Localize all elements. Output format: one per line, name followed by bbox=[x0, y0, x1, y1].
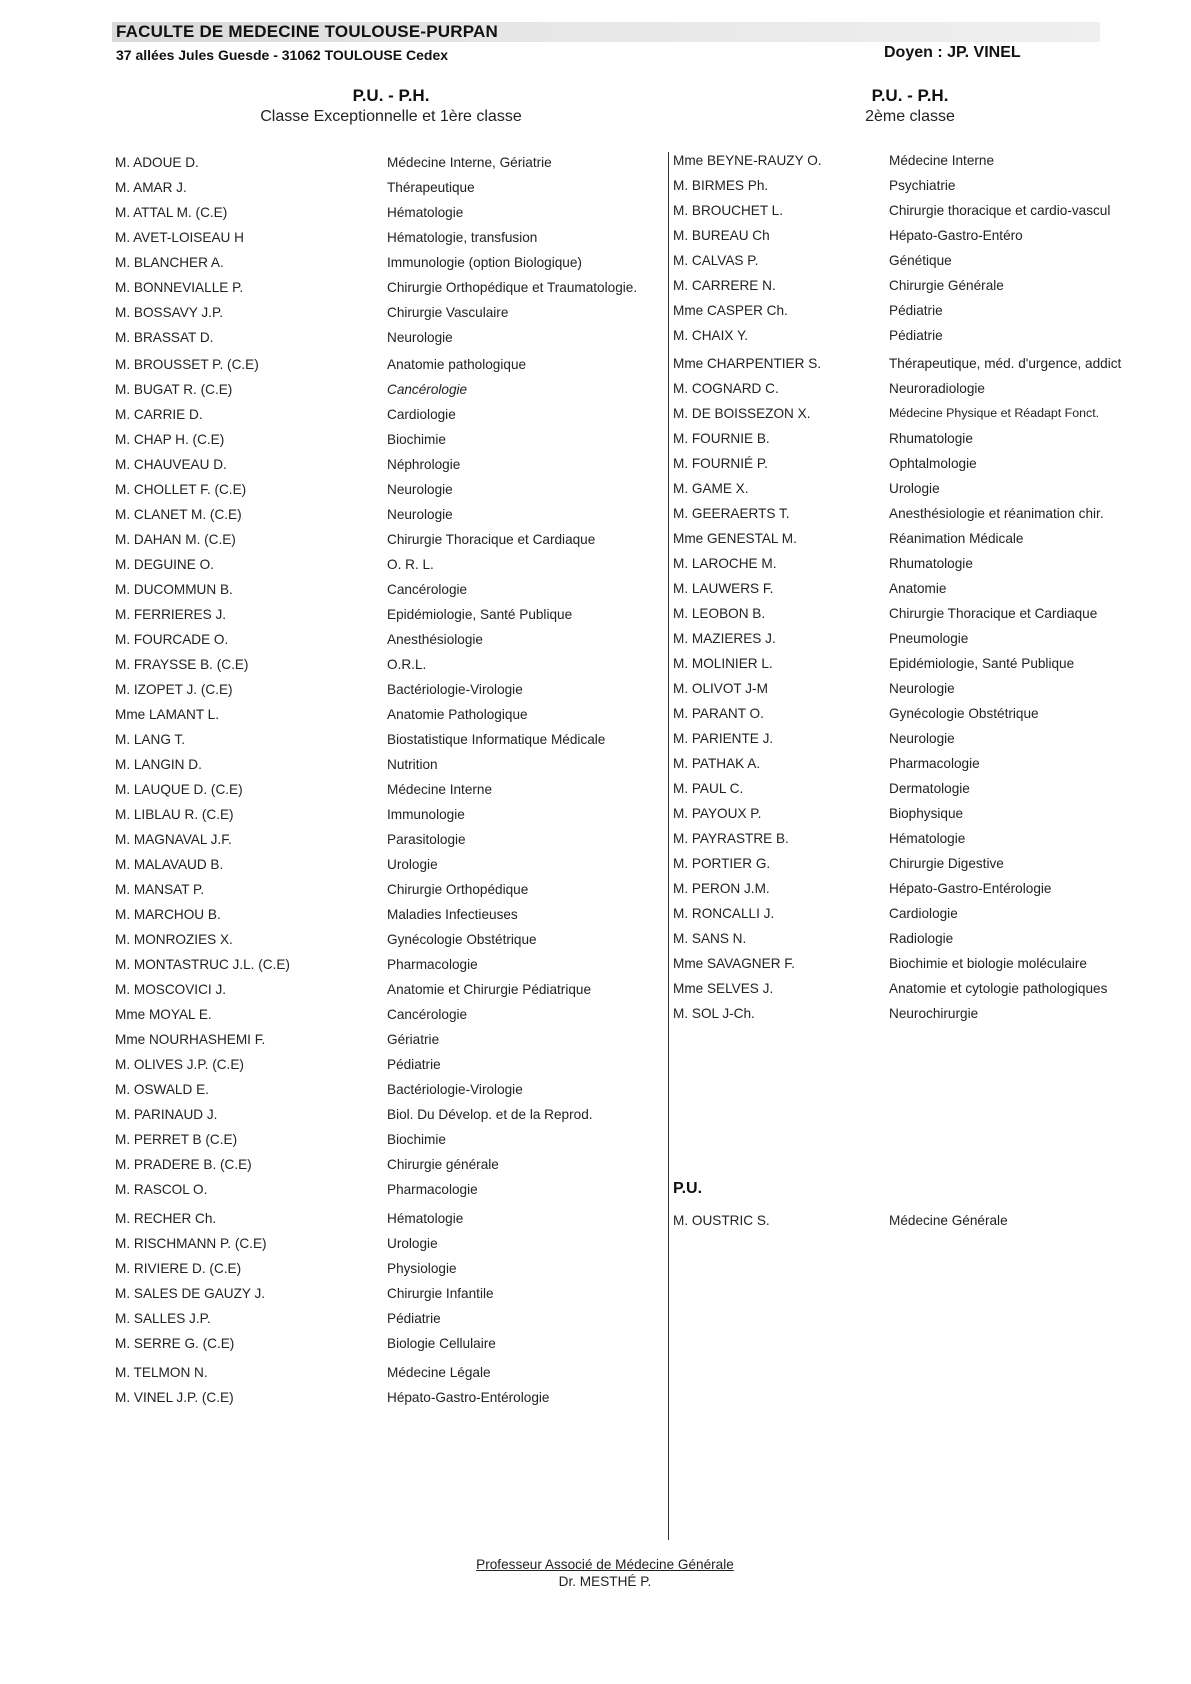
specialty: O.R.L. bbox=[387, 657, 427, 672]
list-item bbox=[115, 952, 660, 977]
specialty: Urologie bbox=[387, 857, 438, 872]
professor-name: M. LANGIN D. bbox=[115, 757, 202, 772]
specialty: Anatomie bbox=[889, 581, 947, 596]
list-item bbox=[673, 1208, 1173, 1233]
specialty: Biol. Du Dévelop. et de la Reprod. bbox=[387, 1107, 593, 1122]
specialty: Cardiologie bbox=[889, 906, 958, 921]
professor-name: M. CLANET M. (C.E) bbox=[115, 507, 242, 522]
professor-name: M. MOSCOVICI J. bbox=[115, 982, 227, 997]
specialty: Chirurgie Orthopédique bbox=[387, 882, 529, 897]
list-item bbox=[115, 1102, 660, 1127]
professor-name: M. AVET-LOISEAU H bbox=[115, 230, 244, 245]
professor-name: M. PORTIER G. bbox=[673, 856, 771, 871]
list-item bbox=[115, 502, 660, 527]
list-item bbox=[115, 677, 660, 702]
list-item bbox=[115, 1281, 660, 1306]
specialty: Hépato-Gastro-Entérologie bbox=[387, 1390, 550, 1405]
professor-name: M. PATHAK A. bbox=[673, 756, 761, 771]
list-item bbox=[115, 1177, 660, 1202]
professor-name: M. IZOPET J. (C.E) bbox=[115, 682, 233, 697]
specialty: Maladies Infectieuses bbox=[387, 907, 518, 922]
professor-name: M. MARCHOU B. bbox=[115, 907, 221, 922]
specialty: Médecine Interne bbox=[387, 782, 493, 797]
professor-name: M. SALES DE GAUZY J. bbox=[115, 1286, 266, 1301]
professor-name: M. PERRET B (C.E) bbox=[115, 1132, 238, 1147]
professor-name: M. DUCOMMUN B. bbox=[115, 582, 233, 597]
specialty: Chirurgie Générale bbox=[889, 278, 1004, 293]
specialty: Pharmacologie bbox=[387, 957, 478, 972]
professor-name: M. FOURNIE B. bbox=[673, 431, 770, 446]
professor-name: M. BUGAT R. (C.E) bbox=[115, 382, 233, 397]
specialty: Gynécologie Obstétrique bbox=[889, 706, 1039, 721]
list-item bbox=[115, 877, 660, 902]
list-item bbox=[115, 1127, 660, 1152]
specialty: Nutrition bbox=[387, 757, 438, 772]
faculty-address: 37 allées Jules Guesde - 31062 TOULOUSE Cedex bbox=[116, 47, 449, 63]
list-item bbox=[115, 150, 660, 175]
list-item bbox=[115, 1256, 660, 1281]
specialty: Biostatistique Informatique Médicale bbox=[387, 732, 606, 747]
specialty: Chirurgie Thoracique et Cardiaque bbox=[889, 606, 1098, 621]
list-item bbox=[673, 148, 1173, 173]
specialty: Neuroradiologie bbox=[889, 381, 985, 396]
specialty: Chirurgie générale bbox=[387, 1157, 499, 1172]
professor-name: M. MONROZIES X. bbox=[115, 932, 233, 947]
professor-name: M. FERRIERES J. bbox=[115, 607, 227, 622]
specialty: Gériatrie bbox=[387, 1032, 440, 1047]
list-item bbox=[115, 1331, 660, 1356]
specialty: Urologie bbox=[387, 1236, 438, 1251]
professor-name: M. BUREAU Ch bbox=[673, 228, 770, 243]
specialty: Radiologie bbox=[889, 931, 954, 946]
right-column-heading bbox=[830, 86, 990, 126]
specialty: Biologie Cellulaire bbox=[387, 1336, 496, 1351]
specialty: Néphrologie bbox=[387, 457, 461, 472]
left-professor-list bbox=[115, 150, 660, 1410]
specialty: Thérapeutique, méd. d'urgence, addict bbox=[889, 356, 1122, 371]
list-item bbox=[673, 576, 1173, 601]
specialty: Chirurgie Infantile bbox=[387, 1286, 494, 1301]
professor-name: M. CARRERE N. bbox=[673, 278, 776, 293]
specialty: Biochimie bbox=[387, 1132, 446, 1147]
specialty: Réanimation Médicale bbox=[889, 531, 1024, 546]
professor-name: M. MANSAT P. bbox=[115, 882, 205, 897]
list-item bbox=[115, 1231, 660, 1256]
professor-name: M. CHOLLET F. (C.E) bbox=[115, 482, 247, 497]
list-item bbox=[115, 1385, 660, 1410]
professor-name: M. BOSSAVY J.P. bbox=[115, 305, 224, 320]
professor-name: M. BONNEVIALLE P. bbox=[115, 280, 244, 295]
specialty: Médecine Générale bbox=[889, 1213, 1008, 1228]
list-item bbox=[673, 298, 1173, 323]
specialty: Cancérologie bbox=[387, 382, 468, 397]
professor-name: Mme BEYNE-RAUZY O. bbox=[673, 153, 822, 168]
footer-name: Dr. MESTHÉ P. bbox=[558, 1574, 652, 1589]
list-item bbox=[673, 248, 1173, 273]
left-column-heading bbox=[246, 86, 536, 126]
list-item bbox=[673, 451, 1173, 476]
professor-name: Mme CHARPENTIER S. bbox=[673, 356, 822, 371]
specialty: Immunologie bbox=[387, 807, 465, 822]
specialty: Cardiologie bbox=[387, 407, 456, 422]
list-item bbox=[115, 977, 660, 1002]
professor-name: M. CHAP H. (C.E) bbox=[115, 432, 225, 447]
specialty: Chirurgie Orthopédique et Traumatologie. bbox=[387, 280, 638, 295]
professor-name: Mme LAMANT L. bbox=[115, 707, 219, 722]
professor-name: M. BRASSAT D. bbox=[115, 330, 214, 345]
professor-name: M. RIVIERE D. (C.E) bbox=[115, 1261, 242, 1276]
list-item bbox=[115, 175, 660, 200]
specialty: Urologie bbox=[889, 481, 940, 496]
professor-name: M. LAUWERS F. bbox=[673, 581, 774, 596]
professor-name: M. PAYRASTRE B. bbox=[673, 831, 789, 846]
list-item bbox=[673, 351, 1173, 376]
list-item bbox=[673, 676, 1173, 701]
professor-name: M. FOURCADE O. bbox=[115, 632, 229, 647]
list-item bbox=[115, 827, 660, 852]
professor-name: M. RONCALLI J. bbox=[673, 906, 775, 921]
list-item bbox=[115, 777, 660, 802]
list-item bbox=[115, 577, 660, 602]
list-item bbox=[673, 426, 1173, 451]
professor-name: M. MAGNAVAL J.F. bbox=[115, 832, 232, 847]
list-item bbox=[673, 651, 1173, 676]
specialty: Chirurgie Thoracique et Cardiaque bbox=[387, 532, 596, 547]
list-item bbox=[115, 602, 660, 627]
list-item bbox=[115, 1360, 660, 1385]
professor-name: M. AMAR J. bbox=[115, 180, 187, 195]
specialty: Anatomie pathologique bbox=[387, 357, 527, 372]
specialty: Neurologie bbox=[889, 681, 955, 696]
pu-section-title: P.U. bbox=[673, 1180, 703, 1197]
specialty: Chirurgie Digestive bbox=[889, 856, 1004, 871]
specialty: Anatomie et Chirurgie Pédiatrique bbox=[387, 982, 592, 997]
specialty: Rhumatologie bbox=[889, 431, 973, 446]
professor-name: M. PARIENTE J. bbox=[673, 731, 774, 746]
professor-name: M. PRADERE B. (C.E) bbox=[115, 1157, 252, 1172]
professor-name: M. BIRMES Ph. bbox=[673, 178, 769, 193]
professor-name: M. DE BOISSEZON X. bbox=[673, 406, 811, 421]
specialty: Neurologie bbox=[387, 507, 453, 522]
professor-name: M. CHAIX Y. bbox=[673, 328, 749, 343]
professor-name: M. SALLES J.P. bbox=[115, 1311, 211, 1326]
list-item bbox=[673, 901, 1173, 926]
list-item bbox=[673, 626, 1173, 651]
list-item bbox=[115, 377, 660, 402]
dean-name: Doyen : JP. VINEL bbox=[884, 44, 1021, 61]
specialty: Médecine Interne bbox=[889, 153, 995, 168]
specialty: Médecine Physique et Réadapt Fonct. bbox=[889, 406, 1100, 420]
specialty: Epidémiologie, Santé Publique bbox=[387, 607, 573, 622]
right-heading-subtitle: 2ème classe bbox=[865, 108, 955, 125]
list-item bbox=[673, 1001, 1173, 1026]
faculty-name: FACULTE DE MEDECINE TOULOUSE-PURPAN bbox=[116, 22, 498, 41]
list-item bbox=[115, 452, 660, 477]
professor-name: Mme CASPER Ch. bbox=[673, 303, 788, 318]
professor-name: M. OLIVOT J-M bbox=[673, 681, 768, 696]
specialty: Bactériologie-Virologie bbox=[387, 682, 523, 697]
specialty: Bactériologie-Virologie bbox=[387, 1082, 523, 1097]
professor-name: M. RECHER Ch. bbox=[115, 1211, 217, 1226]
list-item bbox=[115, 250, 660, 275]
specialty: Rhumatologie bbox=[889, 556, 973, 571]
list-item bbox=[673, 551, 1173, 576]
specialty: Hématologie bbox=[387, 1211, 464, 1226]
specialty: Chirurgie thoracique et cardio-vascul bbox=[889, 203, 1111, 218]
left-heading-title: P.U. - P.H. bbox=[352, 86, 430, 105]
specialty: Biophysique bbox=[889, 806, 964, 821]
list-item bbox=[673, 401, 1173, 426]
professor-name: M. BROUCHET L. bbox=[673, 203, 784, 218]
footer bbox=[400, 1556, 810, 1590]
professor-name: M. PERON J.M. bbox=[673, 881, 770, 896]
left-heading-subtitle: Classe Exceptionnelle et 1ère classe bbox=[260, 108, 522, 125]
specialty: Anesthésiologie bbox=[387, 632, 483, 647]
list-item bbox=[673, 323, 1173, 348]
column-divider bbox=[668, 152, 669, 1540]
list-item bbox=[673, 476, 1173, 501]
list-item bbox=[673, 376, 1173, 401]
right-heading-title: P.U. - P.H. bbox=[871, 86, 949, 105]
professor-name: M. DAHAN M. (C.E) bbox=[115, 532, 236, 547]
professor-name: M. FRAYSSE B. (C.E) bbox=[115, 657, 249, 672]
specialty: O. R. L. bbox=[387, 557, 434, 572]
specialty: Hépato-Gastro-Entérologie bbox=[889, 881, 1052, 896]
list-item bbox=[115, 402, 660, 427]
list-item bbox=[115, 275, 660, 300]
list-item bbox=[673, 801, 1173, 826]
professor-name: M. SERRE G. (C.E) bbox=[115, 1336, 235, 1351]
professor-name: M. PAYOUX P. bbox=[673, 806, 762, 821]
list-item bbox=[115, 802, 660, 827]
specialty: Thérapeutique bbox=[387, 180, 475, 195]
professor-name: M. BROUSSET P. (C.E) bbox=[115, 357, 259, 372]
professor-name: M. VINEL J.P. (C.E) bbox=[115, 1390, 234, 1405]
list-item bbox=[673, 701, 1173, 726]
list-item bbox=[115, 902, 660, 927]
specialty: Cancérologie bbox=[387, 1007, 468, 1022]
list-item bbox=[115, 702, 660, 727]
specialty: Biochimie bbox=[387, 432, 446, 447]
professor-name: M. SANS N. bbox=[673, 931, 747, 946]
specialty: Epidémiologie, Santé Publique bbox=[889, 656, 1075, 671]
list-item bbox=[673, 776, 1173, 801]
list-item bbox=[673, 273, 1173, 298]
list-item bbox=[673, 223, 1173, 248]
specialty: Neurologie bbox=[889, 731, 955, 746]
professor-name: M. OUSTRIC S. bbox=[673, 1213, 770, 1228]
specialty: Ophtalmologie bbox=[889, 456, 977, 471]
professor-name: Mme GENESTAL M. bbox=[673, 531, 797, 546]
list-item bbox=[673, 173, 1173, 198]
list-item bbox=[673, 751, 1173, 776]
specialty: Biochimie et biologie moléculaire bbox=[889, 956, 1087, 971]
professor-name: M. RISCHMANN P. (C.E) bbox=[115, 1236, 267, 1251]
specialty: Hématologie bbox=[387, 205, 464, 220]
list-item bbox=[115, 1077, 660, 1102]
professor-name: M. CHAUVEAU D. bbox=[115, 457, 227, 472]
right-professor-list bbox=[673, 148, 1173, 1026]
list-item bbox=[115, 1206, 660, 1231]
professor-name: M. BLANCHER A. bbox=[115, 255, 224, 270]
professor-name: M. LIBLAU R. (C.E) bbox=[115, 807, 234, 822]
footer-title: Professeur Associé de Médecine Générale bbox=[476, 1557, 734, 1572]
list-item bbox=[673, 926, 1173, 951]
list-item bbox=[115, 1002, 660, 1027]
list-item bbox=[673, 976, 1173, 1001]
professor-name: M. CALVAS P. bbox=[673, 253, 759, 268]
list-item bbox=[673, 876, 1173, 901]
specialty: Génétique bbox=[889, 253, 952, 268]
list-item bbox=[115, 1152, 660, 1177]
professor-name: M. PARANT O. bbox=[673, 706, 764, 721]
professor-name: M. OLIVES J.P. (C.E) bbox=[115, 1057, 244, 1072]
specialty: Anesthésiologie et réanimation chir. bbox=[889, 506, 1104, 521]
professor-name: M. GAME X. bbox=[673, 481, 749, 496]
specialty: Hématologie bbox=[889, 831, 966, 846]
professor-name: Mme SAVAGNER F. bbox=[673, 956, 795, 971]
professor-name: M. MAZIERES J. bbox=[673, 631, 776, 646]
professor-name: M. SOL J-Ch. bbox=[673, 1006, 755, 1021]
list-item bbox=[115, 852, 660, 877]
specialty: Médecine Légale bbox=[387, 1365, 491, 1380]
professor-name: M. ATTAL M. (C.E) bbox=[115, 205, 228, 220]
list-item bbox=[115, 927, 660, 952]
specialty: Chirurgie Vasculaire bbox=[387, 305, 509, 320]
professor-name: M. LAUQUE D. (C.E) bbox=[115, 782, 243, 797]
professor-name: M. CARRIE D. bbox=[115, 407, 203, 422]
specialty: Pharmacologie bbox=[889, 756, 980, 771]
professor-name: M. LAROCHE M. bbox=[673, 556, 777, 571]
list-item bbox=[115, 727, 660, 752]
professor-name: M. DEGUINE O. bbox=[115, 557, 214, 572]
specialty: Neurologie bbox=[387, 330, 453, 345]
professor-name: M. PARINAUD J. bbox=[115, 1107, 218, 1122]
list-item bbox=[673, 601, 1173, 626]
specialty: Pédiatrie bbox=[889, 328, 943, 343]
specialty: Dermatologie bbox=[889, 781, 970, 796]
specialty: Neurochirurgie bbox=[889, 1006, 979, 1021]
specialty: Pneumologie bbox=[889, 631, 969, 646]
list-item bbox=[673, 526, 1173, 551]
specialty: Pharmacologie bbox=[387, 1182, 478, 1197]
specialty: Parasitologie bbox=[387, 832, 466, 847]
specialty: Anatomie et cytologie pathologiques bbox=[889, 981, 1108, 996]
list-item bbox=[115, 1027, 660, 1052]
professor-name: M. TELMON N. bbox=[115, 1365, 208, 1380]
professor-name: Mme SELVES J. bbox=[673, 981, 774, 996]
specialty: Gynécologie Obstétrique bbox=[387, 932, 537, 947]
list-item bbox=[673, 951, 1173, 976]
specialty: Pédiatrie bbox=[889, 303, 943, 318]
specialty: Pédiatrie bbox=[387, 1057, 441, 1072]
pu-professor-list bbox=[673, 1208, 1173, 1233]
specialty: Hématologie, transfusion bbox=[387, 230, 538, 245]
specialty: Cancérologie bbox=[387, 582, 468, 597]
specialty: Immunologie (option Biologique) bbox=[387, 255, 582, 270]
list-item bbox=[115, 352, 660, 377]
specialty: Hépato-Gastro-Entéro bbox=[889, 228, 1023, 243]
professor-name: M. LANG T. bbox=[115, 732, 185, 747]
list-item bbox=[115, 652, 660, 677]
list-item bbox=[115, 1306, 660, 1331]
list-item bbox=[115, 477, 660, 502]
professor-name: M. PAUL C. bbox=[673, 781, 744, 796]
list-item bbox=[673, 826, 1173, 851]
list-item bbox=[673, 851, 1173, 876]
specialty: Neurologie bbox=[387, 482, 453, 497]
professor-name: M. FOURNIÉ P. bbox=[673, 456, 768, 471]
professor-name: M. RASCOL O. bbox=[115, 1182, 208, 1197]
list-item bbox=[115, 325, 660, 350]
list-item bbox=[673, 501, 1173, 526]
professor-name: M. MALAVAUD B. bbox=[115, 857, 224, 872]
list-item bbox=[115, 552, 660, 577]
list-item bbox=[115, 427, 660, 452]
professor-name: M. LEOBON B. bbox=[673, 606, 766, 621]
professor-name: M. OSWALD E. bbox=[115, 1082, 209, 1097]
professor-name: M. ADOUE D. bbox=[115, 155, 199, 170]
professor-name: Mme MOYAL E. bbox=[115, 1007, 212, 1022]
specialty: Médecine Interne, Gériatrie bbox=[387, 155, 552, 170]
specialty: Physiologie bbox=[387, 1261, 457, 1276]
list-item bbox=[115, 1052, 660, 1077]
list-item bbox=[115, 627, 660, 652]
list-item bbox=[115, 225, 660, 250]
list-item bbox=[115, 300, 660, 325]
specialty: Pédiatrie bbox=[387, 1311, 441, 1326]
list-item bbox=[115, 527, 660, 552]
list-item bbox=[115, 200, 660, 225]
list-item bbox=[673, 726, 1173, 751]
professor-name: M. GEERAERTS T. bbox=[673, 506, 790, 521]
list-item bbox=[115, 752, 660, 777]
specialty: Anatomie Pathologique bbox=[387, 707, 528, 722]
professor-name: M. MOLINIER L. bbox=[673, 656, 773, 671]
professor-name: M. MONTASTRUC J.L. (C.E) bbox=[115, 957, 290, 972]
list-item bbox=[673, 198, 1173, 223]
professor-name: Mme NOURHASHEMI F. bbox=[115, 1032, 266, 1047]
professor-name: M. COGNARD C. bbox=[673, 381, 779, 396]
specialty: Psychiatrie bbox=[889, 178, 956, 193]
